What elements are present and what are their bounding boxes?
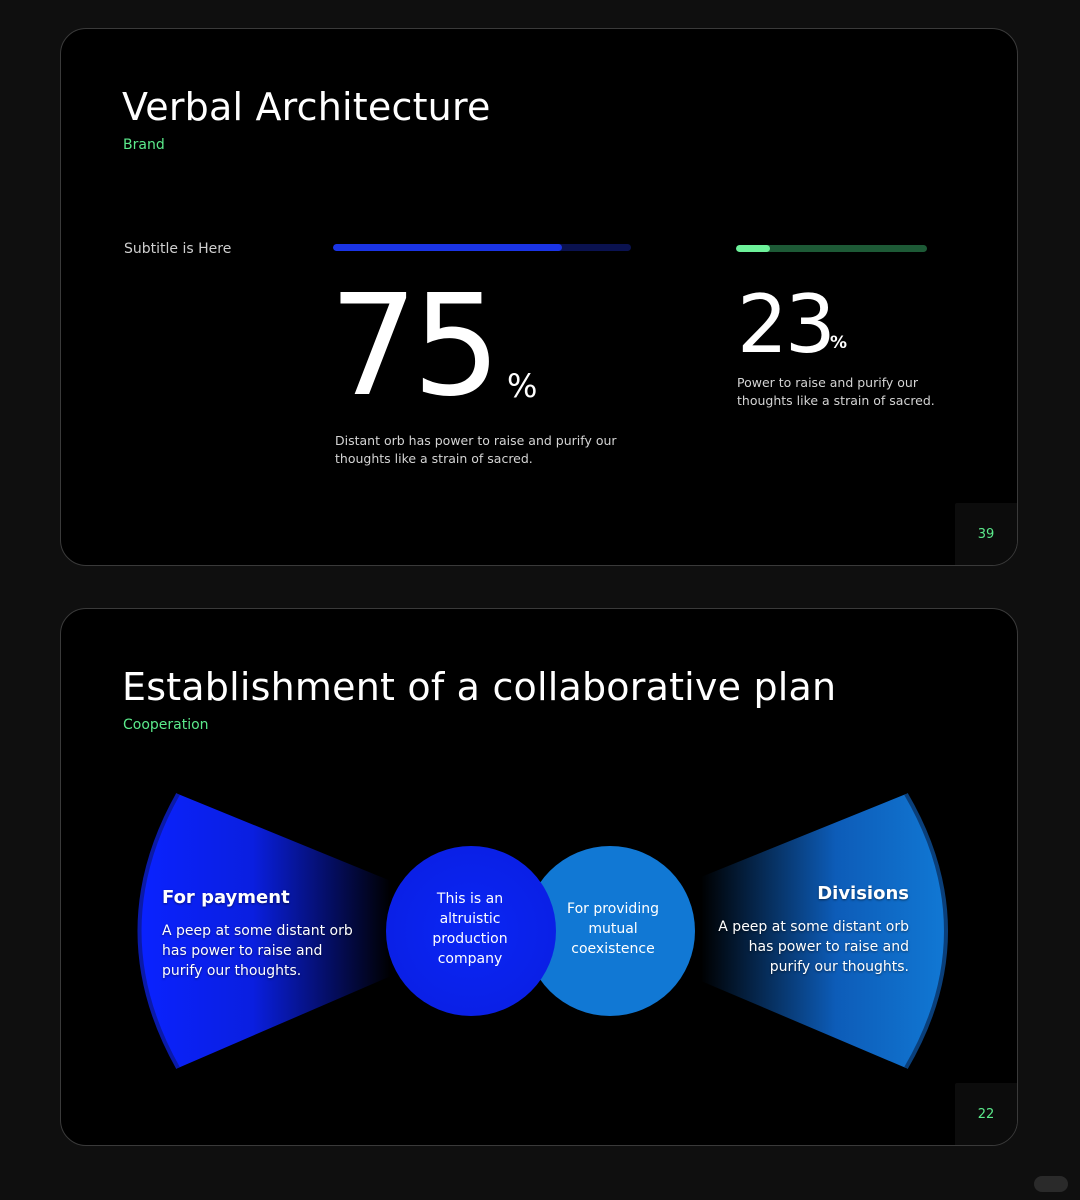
circle-right-text: For providing mutual coexistence bbox=[567, 901, 659, 957]
cooperation-diagram bbox=[61, 609, 1018, 1146]
left-wing-heading: For payment bbox=[162, 887, 290, 908]
slide-title: Verbal Architecture bbox=[122, 85, 491, 129]
progress-bar-secondary bbox=[736, 245, 927, 252]
stat-secondary-value: 23 bbox=[737, 278, 833, 371]
slide-tag: Brand bbox=[123, 137, 165, 153]
left-wing-body: A peep at some distant orb has power to raise and purify our thoughts. bbox=[162, 923, 353, 979]
slide-subtitle: Subtitle is Here bbox=[124, 241, 232, 257]
circle-left-text: This is an altruistic production company bbox=[432, 891, 508, 967]
progress-bar-secondary-fill bbox=[736, 245, 770, 252]
right-wing-body: A peep at some distant orb has power to raise and purify our thoughts. bbox=[718, 919, 909, 975]
stat-main-description: Distant orb has power to raise and purify our thoughts like a strain of sacred. bbox=[335, 433, 617, 466]
slide-collaborative-plan bbox=[60, 608, 1018, 1146]
stat-main-value: 75 bbox=[329, 265, 496, 428]
stat-main-unit: % bbox=[507, 367, 538, 405]
stat-secondary-unit: % bbox=[830, 333, 848, 353]
page-number: 22 bbox=[955, 1083, 1017, 1145]
progress-bar-main bbox=[333, 244, 631, 251]
slide-tag: Cooperation bbox=[123, 717, 209, 733]
watermark-badge bbox=[1034, 1176, 1068, 1192]
slide-title: Establishment of a collaborative plan bbox=[122, 665, 837, 709]
page-number: 39 bbox=[955, 503, 1017, 565]
stat-secondary-description: Power to raise and purify our thoughts like a strain of sacred. bbox=[737, 375, 935, 408]
right-wing-heading: Divisions bbox=[817, 883, 909, 904]
slide-verbal-architecture bbox=[60, 28, 1018, 566]
progress-bar-main-fill bbox=[333, 244, 562, 251]
